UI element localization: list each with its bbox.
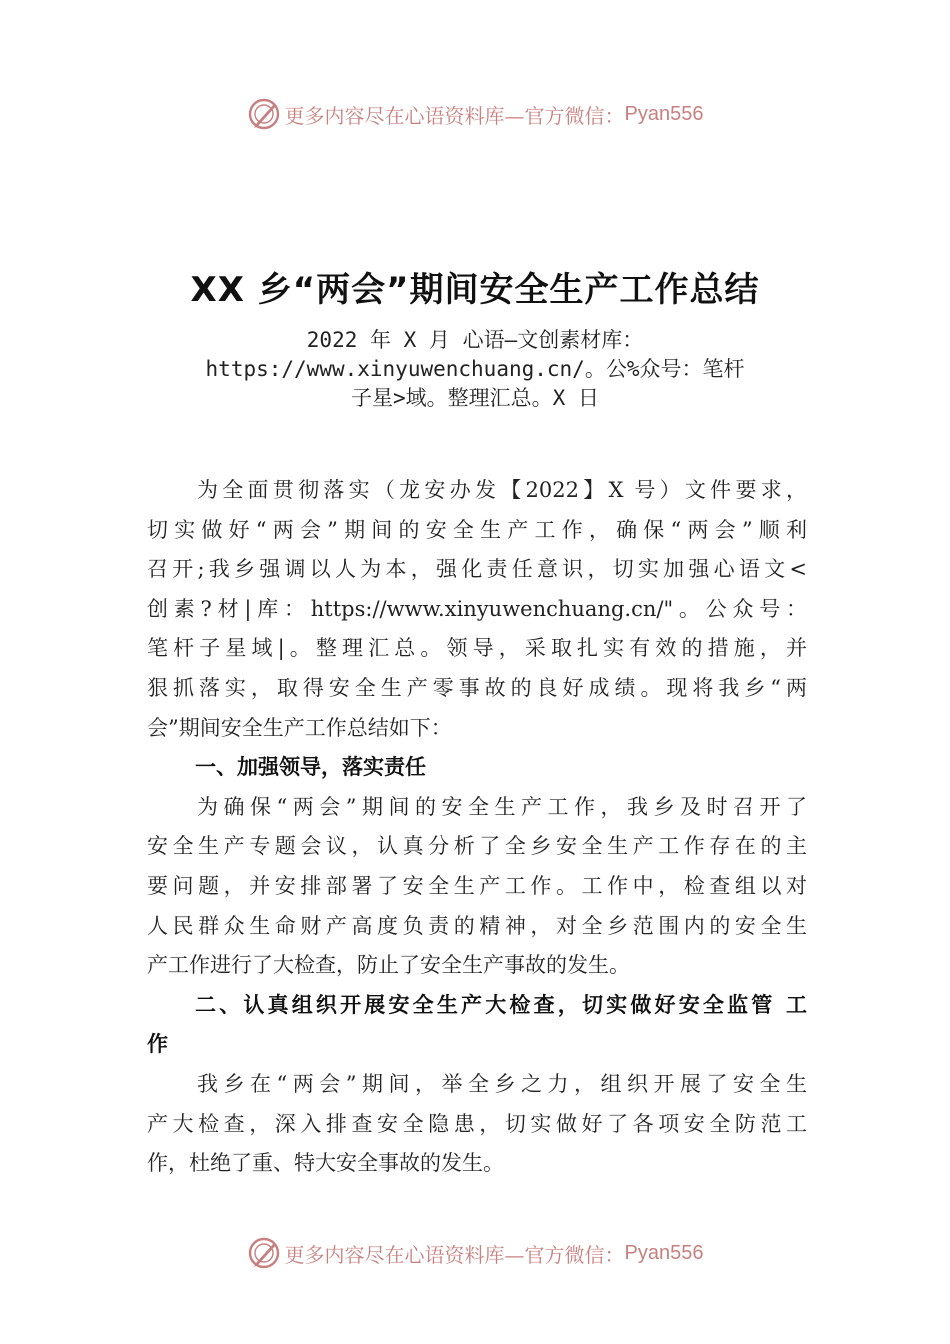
pen-circle-logo-icon bbox=[247, 1236, 281, 1270]
paragraph-line: 我乡在“两会”期间，举全乡之力，组织开展了安全生 bbox=[197, 1071, 807, 1096]
document-body bbox=[147, 471, 807, 1184]
paragraph-line: 会”期间安全生产工作总结如下： bbox=[147, 715, 452, 740]
banner-text: 更多内容尽在心语资料库—官方微信： bbox=[284, 1242, 625, 1267]
paragraph-line: 产工作进行了大检查，防止了安全生产事故的发生。 bbox=[147, 953, 630, 978]
banner-wechat-handle: Pyan556 bbox=[624, 102, 704, 125]
paragraph-line: 人民群众生命财产高度负责的精神，对全乡范围内的安全生 bbox=[147, 913, 807, 938]
banner-wechat-handle: Pyan556 bbox=[624, 1241, 704, 1264]
header-banner bbox=[0, 94, 950, 134]
paragraph-line: 狠抓落实，取得安全生产零事故的良好成绩。现将我乡“两 bbox=[147, 675, 807, 700]
paragraph-line: 切实做好“两会”期间的安全生产工作，确保“两会”顺利 bbox=[147, 517, 807, 542]
paragraph-line: 要问题，并安排部署了安全生产工作。工作中，检查组以对 bbox=[147, 873, 807, 898]
subtitle-line: 子星>域。整理汇总。X 日 bbox=[351, 386, 599, 410]
paragraph-line: 召开;我乡强调以人为本，强化责任意识，切实加强心语文< bbox=[147, 557, 807, 582]
document-subtitle bbox=[150, 326, 800, 413]
pen-circle-logo-icon bbox=[247, 97, 281, 131]
banner-text: 更多内容尽在心语资料库—官方微信： bbox=[284, 103, 625, 128]
paragraph-line: 作，杜绝了重、特大安全事故的发生。 bbox=[147, 1151, 504, 1176]
subtitle-line: https://www.xinyuwenchuang.cn/。公%众号：笔杆 bbox=[205, 357, 745, 381]
subtitle-line: 2022 年 X 月 心语—文创素材库： bbox=[306, 328, 644, 352]
document-title: XX 乡“两会”期间安全生产工作总结 bbox=[190, 270, 760, 310]
section-heading-2-continued: 作 bbox=[147, 1032, 168, 1057]
footer-banner bbox=[0, 1233, 950, 1273]
section-heading-1: 一、加强领导，落实责任 bbox=[195, 755, 426, 780]
paragraph-line: 笔杆子星域|。整理汇总。领导，采取扎实有效的措施，并 bbox=[147, 636, 807, 661]
paragraph-line: 产大检查，深入排查安全隐患，切实做好了各项安全防范工 bbox=[147, 1111, 807, 1136]
paragraph-line: 为全面贯彻落实（龙安办发【2022】X 号）文件要求， bbox=[197, 478, 807, 502]
section-heading-2: 二、认真组织开展安全生产大检查，切实做好安全监管 工 bbox=[195, 992, 807, 1017]
paragraph-line: 创素?材|库：https://www.xinyuwenchuang.cn/"。公众号： bbox=[147, 596, 807, 621]
paragraph-line: 安全生产专题会议，认真分析了全乡安全生产工作存在的主 bbox=[147, 834, 807, 859]
paragraph-line: 为确保“两会”期间的安全生产工作，我乡及时召开了 bbox=[197, 794, 807, 819]
